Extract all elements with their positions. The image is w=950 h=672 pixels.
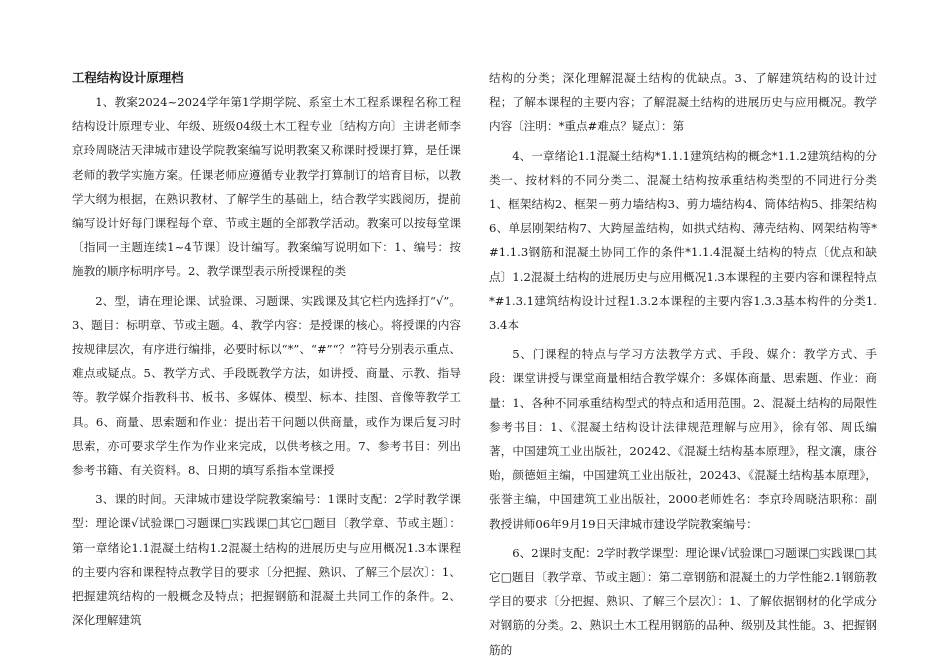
paragraph-5: 5、门课程的特点与学习方法教学方式、手段、媒介：教学方式、手段：课堂讲授与课堂商量相结合教学媒介：多媒体商量、思索题、作业：商量：1、各种不同承重结构型式的特点和适用范围。2、混凝土结构的局限性参考书目：1、《混凝土结构设计法律规范理解与应用》，徐有邻、周氐编著，中国建筑工业出版社，20242、《混凝土结构基本原理》，程文瀼，康谷贻，颜德姮主编，中国建筑工业出版社，20243、《混凝土结构基本原理》，张誉主编，中国建筑工业出版社，2000老师姓名：李京玲周晓洁职称：副教授讲师06年9月19日天津城市建设学院教案编号： [489, 347, 877, 531]
paragraph-2: 2、型，请在理论课、试验课、习题课、实践课及其它栏内选择打“√”。3、题目：标明章、节或主题。4、教学内容：是授课的核心。将授课的内容按规律层次，有序进行编排，必要时标以“*”、“#”“？”符号分别表示重点、难点或疑点。5、教学方式、手段既教学方法，如讲授、商量、示教、指导等。教学媒介指教科书、板书、多媒体、模型、标本、挂图、音像等教学工具。6、商量、思索题和作业：提出若干问题以供商量，或作为课后复习时思索，亦可要求学生作为作业来完成，以供考核之用。7、参考书目：列出参考书籍、有关资料。8、日期的填写系指本堂课授 [72, 293, 461, 478]
paragraph-3-continued: 结构的分类；深化理解混凝土结构的优缺点。3、了解建筑结构的设计过程；了解本课程的主要内容；了解混凝土结构的进展历史与应用概况。教学内容〔注明：*重点#难点？疑点〕：第 [489, 71, 877, 134]
document-title: 工程结构设计原理档 [72, 70, 184, 85]
paragraph-1: 1、教案2024~2024学年第1学期学院、系室土木工程系课程名称工程结构设计原理专业、年级、班级04级土木工程专业〔结构方向〕主讲老师李京玲周晓洁天津城市建设学院教案编写说明教案又称课时授课打算，是任课老师的教学实施方案。任课老师应遵循专业教学打算制订的培育目标，以教学大纲为根据，在熟识教材、了解学生的基础上，结合教学实践阅历，提前编写设计好每门课程每个章、节或主题的全部教学活动。教案可以按每堂课〔指同一主题连续1~4节课〕设计编写。教案编写说明如下：1、编号：按施教的顺序标明序号。2、教学课型表示所授课程的类 [72, 95, 461, 279]
right-column [489, 66, 877, 662]
left-column [72, 66, 461, 632]
paragraph-3: 3、课的时间。天津城市建设学院教案编号：1课时支配：2学时教学课型：理论课√试验课□习题课□实践课□其它□题目〔教学章、节或主题〕：第一章绪论1.1混凝土结构1.2混凝土结构的进展历史与应用概况1.3本课程的主要内容和课程特点教学目的要求〔分把握、熟识、了解三个层次〕：1、把握建筑结构的一般概念及特点；把握钢筋和混凝土共同工作的条件。2、深化理解建筑 [72, 492, 461, 628]
paragraph-6: 6、2课时支配：2学时教学课型：理论课√试验课□习题课□实践课□其它□题目〔教学章、节或主题〕：第二章钢筋和混凝土的力学性能2.1钢筋教学目的要求〔分把握、熟识、了解三个层次〕：1、了解依据钢材的化学成分对钢筋的分类。2、熟识土木工程用钢筋的品种、级别及其性能。3、把握钢筋的 [489, 545, 877, 657]
paragraph-4: 4、一章绪论1.1混凝土结构*1.1.1建筑结构的概念*1.1.2建筑结构的分类一、按材料的不同分类二、混凝土结构按承重结构类型的不同进行分类1、框架结构2、框架－剪力墙结构3、剪力墙结构4、筒体结构5、排架结构6、单层刚架结构7、大跨屋盖结构，如拱式结构、薄壳结构、网架结构等*#1.1.3钢筋和混凝土协同工作的条件*1.1.4混凝土结构的特点〔优点和缺点〕1.2混凝土结构的进展历史与应用概况1.3本课程的主要内容和课程特点*#1.3.1建筑结构设计过程1.3.2本课程的主要内容1.3.3基本构件的分类1.3.4本 [489, 148, 877, 333]
